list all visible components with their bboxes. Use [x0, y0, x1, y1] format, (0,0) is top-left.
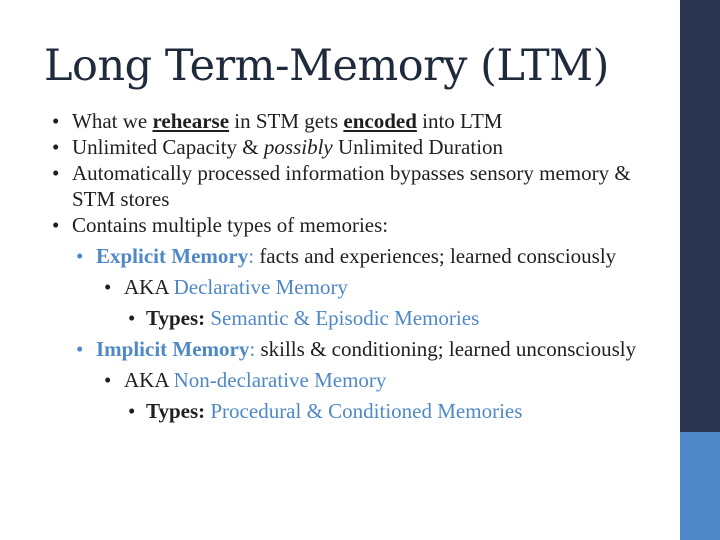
bullet-glyph: •: [104, 275, 112, 299]
types-label: Types:: [146, 306, 206, 330]
bullet-text: Contains multiple types of memories:: [72, 213, 389, 237]
bullet-glyph: •: [76, 337, 84, 361]
implicit-description: skills & conditioning; learned unconsciously: [255, 337, 637, 361]
explicit-aka-item: [48, 274, 658, 300]
encoded-term: encoded: [343, 109, 417, 133]
bullet-glyph: •: [104, 368, 112, 392]
implicit-types-item: [48, 398, 658, 424]
types-label: Types:: [146, 399, 206, 423]
non-declarative-memory-term: Non-declarative Memory: [173, 368, 387, 392]
explicit-types-item: [48, 305, 658, 331]
explicit-memory-term: Explicit Memory: [96, 244, 249, 268]
bullet-text: Automatically processed information bypasses sensory memory & STM stores: [72, 161, 631, 211]
explicit-types-value: Semantic & Episodic Memories: [205, 306, 480, 330]
bullet-glyph: •: [52, 213, 60, 237]
rehearse-term: rehearse: [152, 109, 230, 133]
explicit-description: facts and experiences; learned consciously: [254, 244, 617, 268]
bullet-glyph: •: [52, 161, 60, 185]
bullet-text: Unlimited Duration: [332, 135, 504, 159]
implicit-types-value: Procedural & Conditioned Memories: [205, 399, 523, 423]
bullet-rehearse-encoded: [48, 108, 658, 134]
bullet-glyph: •: [76, 244, 84, 268]
implicit-colon: :: [249, 337, 256, 361]
bullet-glyph: •: [52, 135, 60, 159]
possibly-term: possibly: [263, 135, 333, 159]
explicit-memory-item: [48, 243, 658, 269]
aka-prefix: AKA: [124, 368, 174, 392]
explicit-colon: :: [248, 244, 255, 268]
bullet-text: in STM gets: [229, 109, 344, 133]
implicit-memory-item: [48, 336, 658, 362]
bullet-automatic-processing: [48, 160, 658, 212]
bullet-text: into LTM: [416, 109, 503, 133]
declarative-memory-term: Declarative Memory: [173, 275, 348, 299]
bullet-glyph: •: [52, 109, 60, 133]
aka-prefix: AKA: [124, 275, 174, 299]
bullet-glyph: •: [128, 399, 136, 423]
implicit-memory-term: Implicit Memory: [96, 337, 250, 361]
slide-title: Long Term-Memory (LTM): [44, 41, 609, 91]
bullet-multiple-types: [48, 212, 658, 238]
bullet-text: Unlimited Capacity &: [72, 135, 264, 159]
accent-block: [680, 432, 720, 540]
bullet-capacity-duration: [48, 134, 658, 160]
implicit-aka-item: [48, 367, 658, 393]
bullet-text: What we: [72, 109, 153, 133]
slide-content: [48, 108, 658, 424]
bullet-glyph: •: [128, 306, 136, 330]
